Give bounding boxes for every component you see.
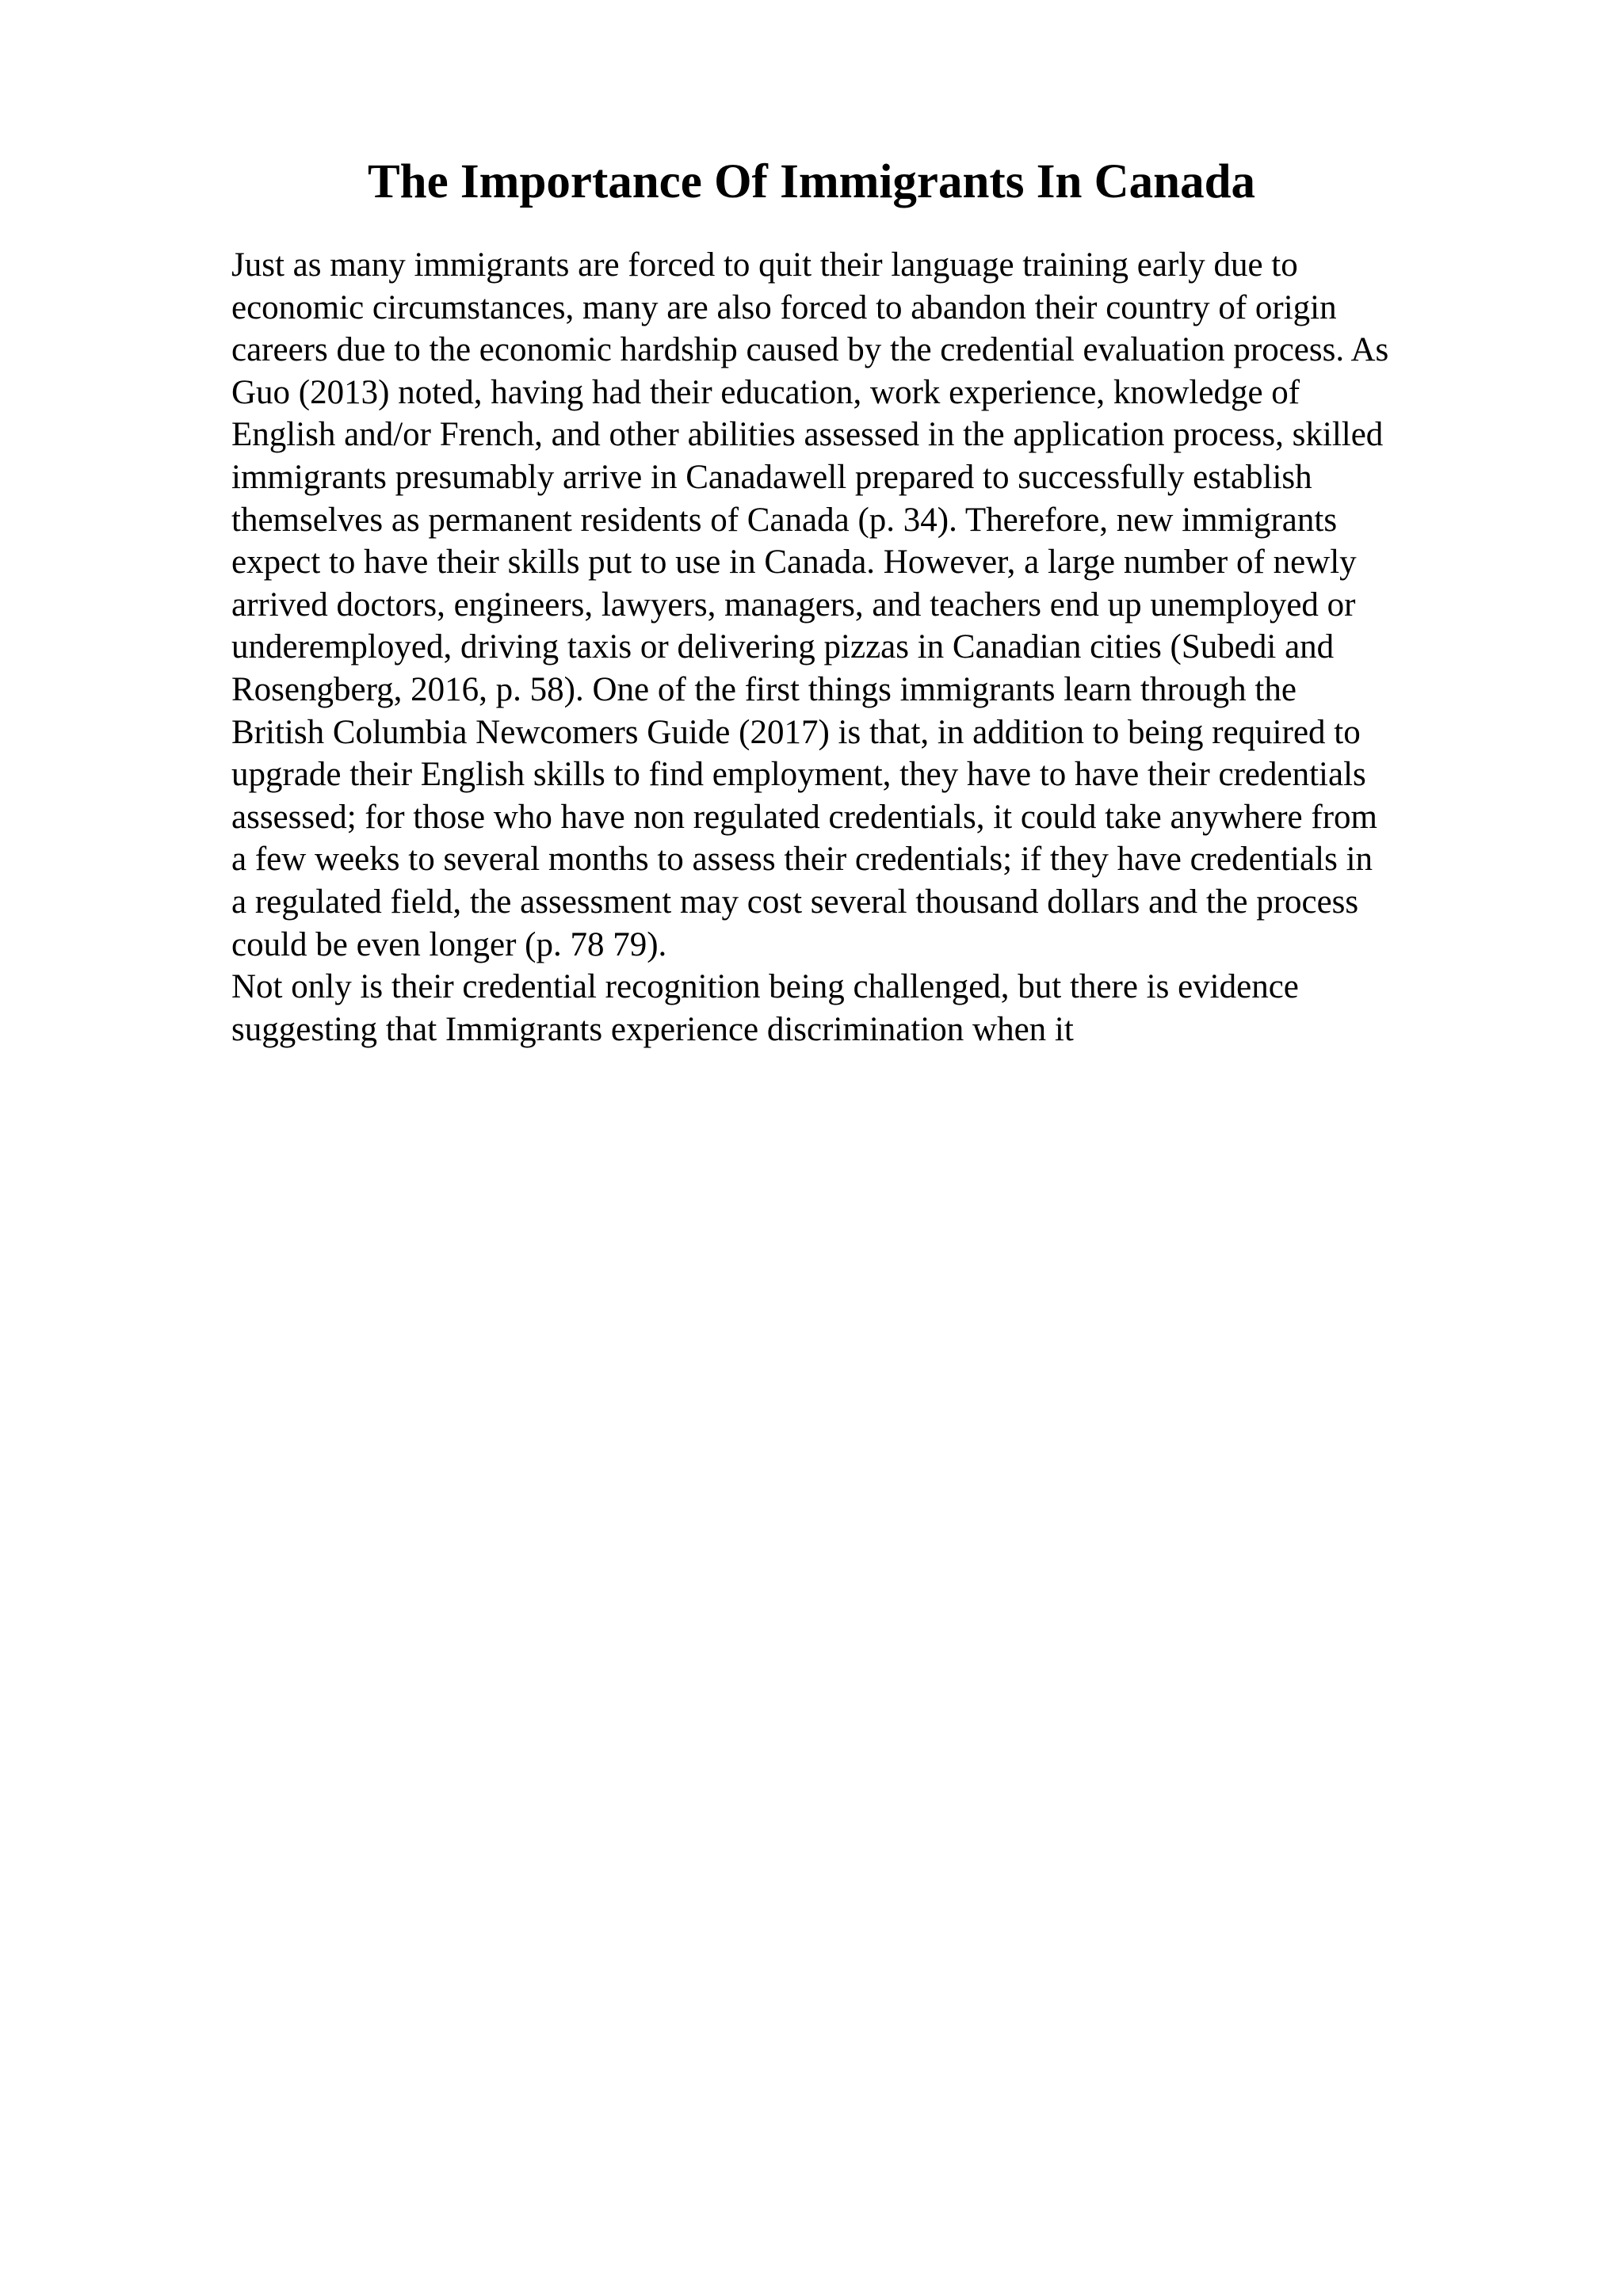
text-line: Rosengberg, 2016, p. 58). One of the first things immigrants learn through the — [231, 670, 1296, 708]
text-line: underemployed, driving taxis or delivering pizzas in Canadian cities (Subedi and — [231, 628, 1335, 666]
document-title: The Importance Of Immigrants In Canada — [367, 155, 1256, 208]
text-line: Just as many immigrants are forced to quit their language training early due to — [231, 246, 1298, 284]
text-line: Not only is their credential recognition being challenged, but there is evidence — [231, 968, 1299, 1006]
text-line: themselves as permanent residents of Canada (p. 34). Therefore, new immigrants — [231, 501, 1338, 539]
document-body — [231, 244, 1499, 1051]
text-line: Guo (2013) noted, having had their education, work experience, knowledge of — [231, 373, 1300, 411]
text-line: English and/or French, and other abilities assessed in the application process, skilled — [231, 416, 1384, 454]
text-line: assessed; for those who have non regulated credentials, it could take anywhere from — [231, 798, 1377, 836]
text-line: economic circumstances, many are also forced to abandon their country of origin — [231, 288, 1337, 326]
text-line: British Columbia Newcomers Guide (2017) is that, in addition to being required to — [231, 713, 1361, 751]
text-line: arrived doctors, engineers, lawyers, managers, and teachers end up unemployed or — [231, 585, 1356, 624]
text-line: immigrants presumably arrive in Canadawell prepared to successfully establish — [231, 458, 1312, 496]
text-line: a regulated field, the assessment may cost several thousand dollars and the process — [231, 883, 1359, 921]
text-line: suggesting that Immigrants experience discrimination when it — [231, 1010, 1074, 1048]
text-line: could be even longer (p. 78 79). — [231, 925, 667, 963]
text-line: expect to have their skills put to use in Canada. However, a large number of newly — [231, 543, 1357, 582]
text-line: a few weeks to several months to assess their credentials; if they have credentials in — [231, 841, 1373, 879]
text-line: careers due to the economic hardship caused by the credential evaluation process. As — [231, 331, 1389, 369]
text-line: upgrade their English skills to find employment, they have to have their credentials — [231, 756, 1366, 794]
